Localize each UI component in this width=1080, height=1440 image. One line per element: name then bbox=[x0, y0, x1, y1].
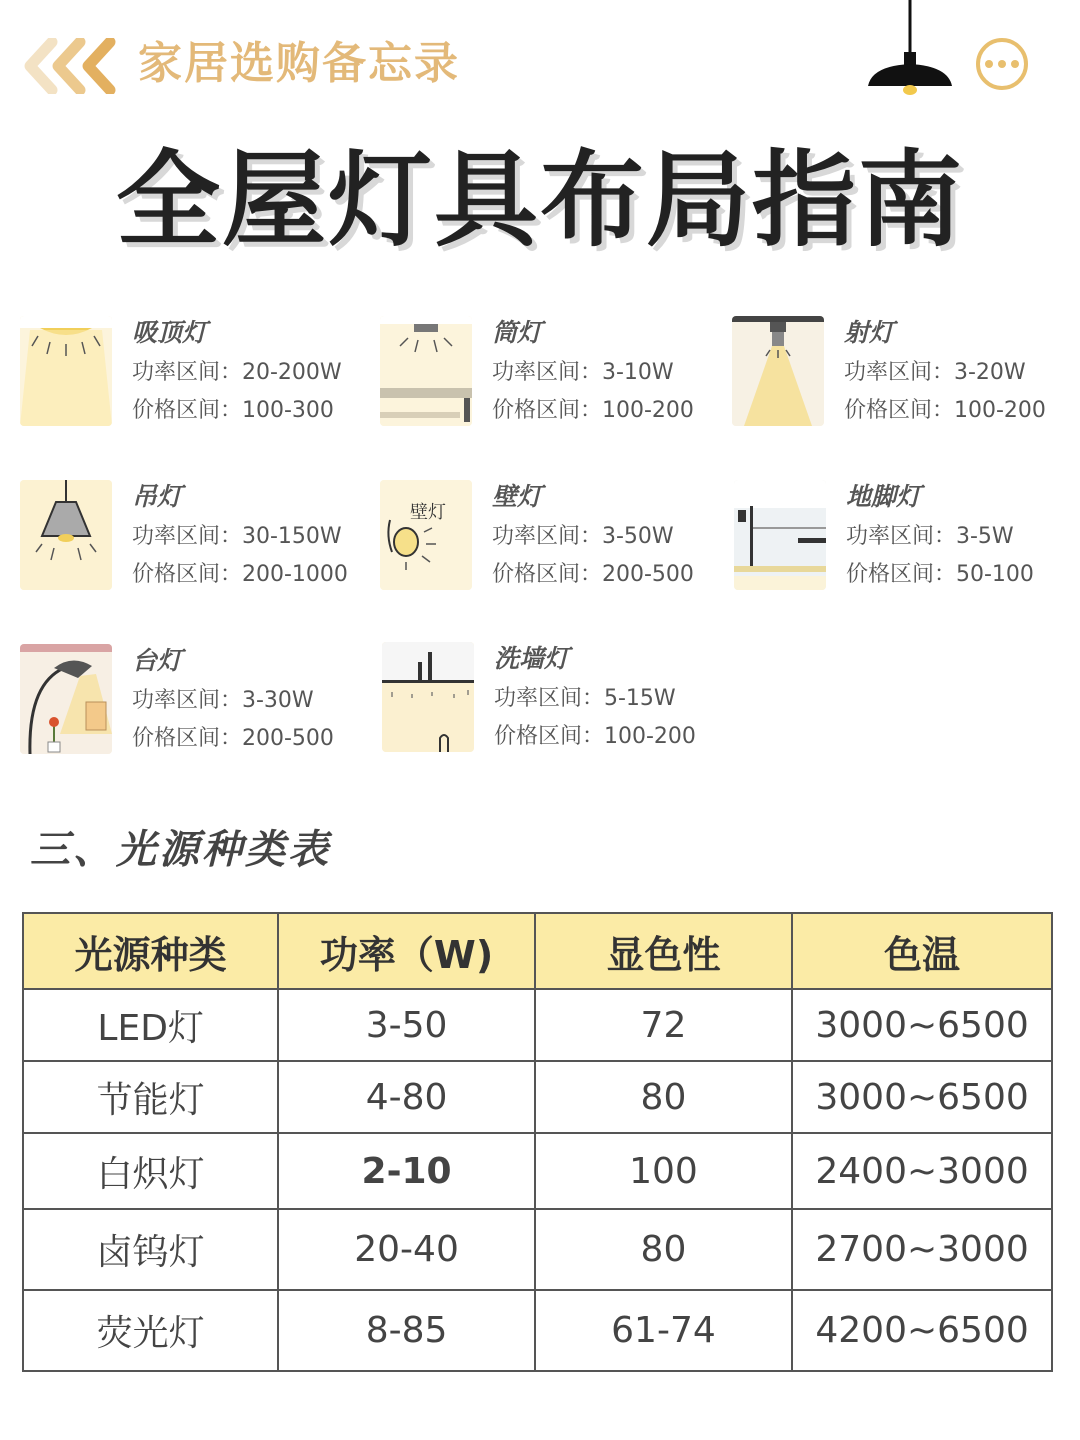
page-title: 全屋灯具布局指南 bbox=[115, 139, 964, 261]
brand-title: 家居选购备忘录 bbox=[138, 38, 460, 89]
table-cell: 4-80 bbox=[278, 1061, 534, 1133]
more-icon-dot bbox=[1011, 60, 1019, 68]
wall-washer-icon bbox=[382, 642, 474, 752]
table-cell: 20-40 bbox=[278, 1209, 534, 1290]
pendant-light-icon bbox=[20, 480, 112, 590]
table-cell: 3000~6500 bbox=[792, 989, 1052, 1061]
lamp-power: 功率区间：3-10W bbox=[492, 360, 674, 385]
table-cell: LED灯 bbox=[23, 989, 278, 1061]
lamp-price: 价格区间：100-200 bbox=[492, 398, 694, 423]
desk-lamp-icon bbox=[20, 644, 112, 754]
lamp-price: 价格区间：100-200 bbox=[844, 398, 1046, 423]
table-cell: 荧光灯 bbox=[23, 1290, 278, 1371]
lamp-power: 功率区间：3-30W bbox=[132, 688, 314, 713]
downlight-icon bbox=[380, 316, 472, 426]
table-row bbox=[23, 1209, 1052, 1290]
lamp-price: 价格区间：100-300 bbox=[132, 398, 334, 423]
table-cell: 节能灯 bbox=[23, 1061, 278, 1133]
more-button[interactable] bbox=[976, 38, 1028, 90]
lamp-card-desk bbox=[20, 638, 370, 758]
table-row bbox=[23, 1061, 1052, 1133]
spotlight-icon bbox=[732, 316, 824, 426]
table-header-row bbox=[23, 913, 1052, 989]
table-cell: 2700~3000 bbox=[792, 1209, 1052, 1290]
table-row bbox=[23, 1133, 1052, 1209]
lamp-power: 功率区间：30-150W bbox=[132, 524, 342, 549]
lamp-card-floor bbox=[734, 474, 1080, 594]
lamp-price: 价格区间：200-500 bbox=[132, 726, 334, 751]
chevron-left-icon[interactable] bbox=[22, 38, 122, 94]
table-cell: 4200~6500 bbox=[792, 1290, 1052, 1371]
lamp-card-wall bbox=[380, 474, 730, 594]
pendant-lamp-icon bbox=[862, 0, 958, 100]
table-header-cell: 显色性 bbox=[535, 913, 792, 989]
lamp-name: 洗墙灯 bbox=[494, 644, 570, 673]
header bbox=[0, 0, 1080, 130]
wall-lamp-label: 壁灯 bbox=[410, 502, 446, 523]
ceiling-light-icon bbox=[20, 316, 112, 426]
lamp-price: 价格区间：50-100 bbox=[846, 562, 1034, 587]
lamp-name: 射灯 bbox=[844, 318, 895, 347]
light-source-table bbox=[22, 912, 1053, 1372]
table-row bbox=[23, 989, 1052, 1061]
floor-light-icon bbox=[734, 480, 826, 590]
lamp-card-spotlight bbox=[732, 310, 1080, 430]
lamp-grid bbox=[0, 310, 1080, 770]
table-cell: 3-50 bbox=[278, 989, 534, 1061]
lamp-card-pendant bbox=[20, 474, 370, 594]
lamp-card-ceiling bbox=[20, 310, 370, 430]
lamp-name: 筒灯 bbox=[492, 318, 543, 347]
more-icon-dot bbox=[998, 60, 1006, 68]
lamp-name: 吸顶灯 bbox=[132, 318, 208, 347]
lamp-name: 台灯 bbox=[132, 646, 183, 675]
lamp-power: 功率区间：5-15W bbox=[494, 686, 676, 711]
lamp-card-wallwasher bbox=[382, 636, 732, 756]
table-cell: 2-10 bbox=[278, 1133, 534, 1209]
table-cell: 2400~3000 bbox=[792, 1133, 1052, 1209]
lamp-power: 功率区间：3-20W bbox=[844, 360, 1026, 385]
lamp-power: 功率区间：3-50W bbox=[492, 524, 674, 549]
more-icon-dot bbox=[985, 60, 993, 68]
lamp-name: 壁灯 bbox=[492, 482, 543, 511]
table-cell: 80 bbox=[535, 1061, 792, 1133]
table-cell: 61-74 bbox=[535, 1290, 792, 1371]
lamp-price: 价格区间：100-200 bbox=[494, 724, 696, 749]
table-cell: 100 bbox=[535, 1133, 792, 1209]
table-cell: 80 bbox=[535, 1209, 792, 1290]
table-header-cell: 光源种类 bbox=[23, 913, 278, 989]
lamp-price: 价格区间：200-500 bbox=[492, 562, 694, 587]
lamp-name: 地脚灯 bbox=[846, 482, 922, 511]
table-row bbox=[23, 1290, 1052, 1371]
table-cell: 8-85 bbox=[278, 1290, 534, 1371]
table-cell: 白炽灯 bbox=[23, 1133, 278, 1209]
table-cell: 卤钨灯 bbox=[23, 1209, 278, 1290]
table-header-cell: 功率（W) bbox=[278, 913, 534, 989]
lamp-price: 价格区间：200-1000 bbox=[132, 562, 348, 587]
lamp-name: 吊灯 bbox=[132, 482, 183, 511]
lamp-power: 功率区间：20-200W bbox=[132, 360, 342, 385]
wall-lamp-icon bbox=[380, 480, 472, 590]
table-cell: 3000~6500 bbox=[792, 1061, 1052, 1133]
lamp-power: 功率区间：3-5W bbox=[846, 524, 1014, 549]
table-header-cell: 色温 bbox=[792, 913, 1052, 989]
table-cell: 72 bbox=[535, 989, 792, 1061]
lamp-card-downlight bbox=[380, 310, 730, 430]
section-title: 三、光源种类表 bbox=[30, 827, 331, 873]
